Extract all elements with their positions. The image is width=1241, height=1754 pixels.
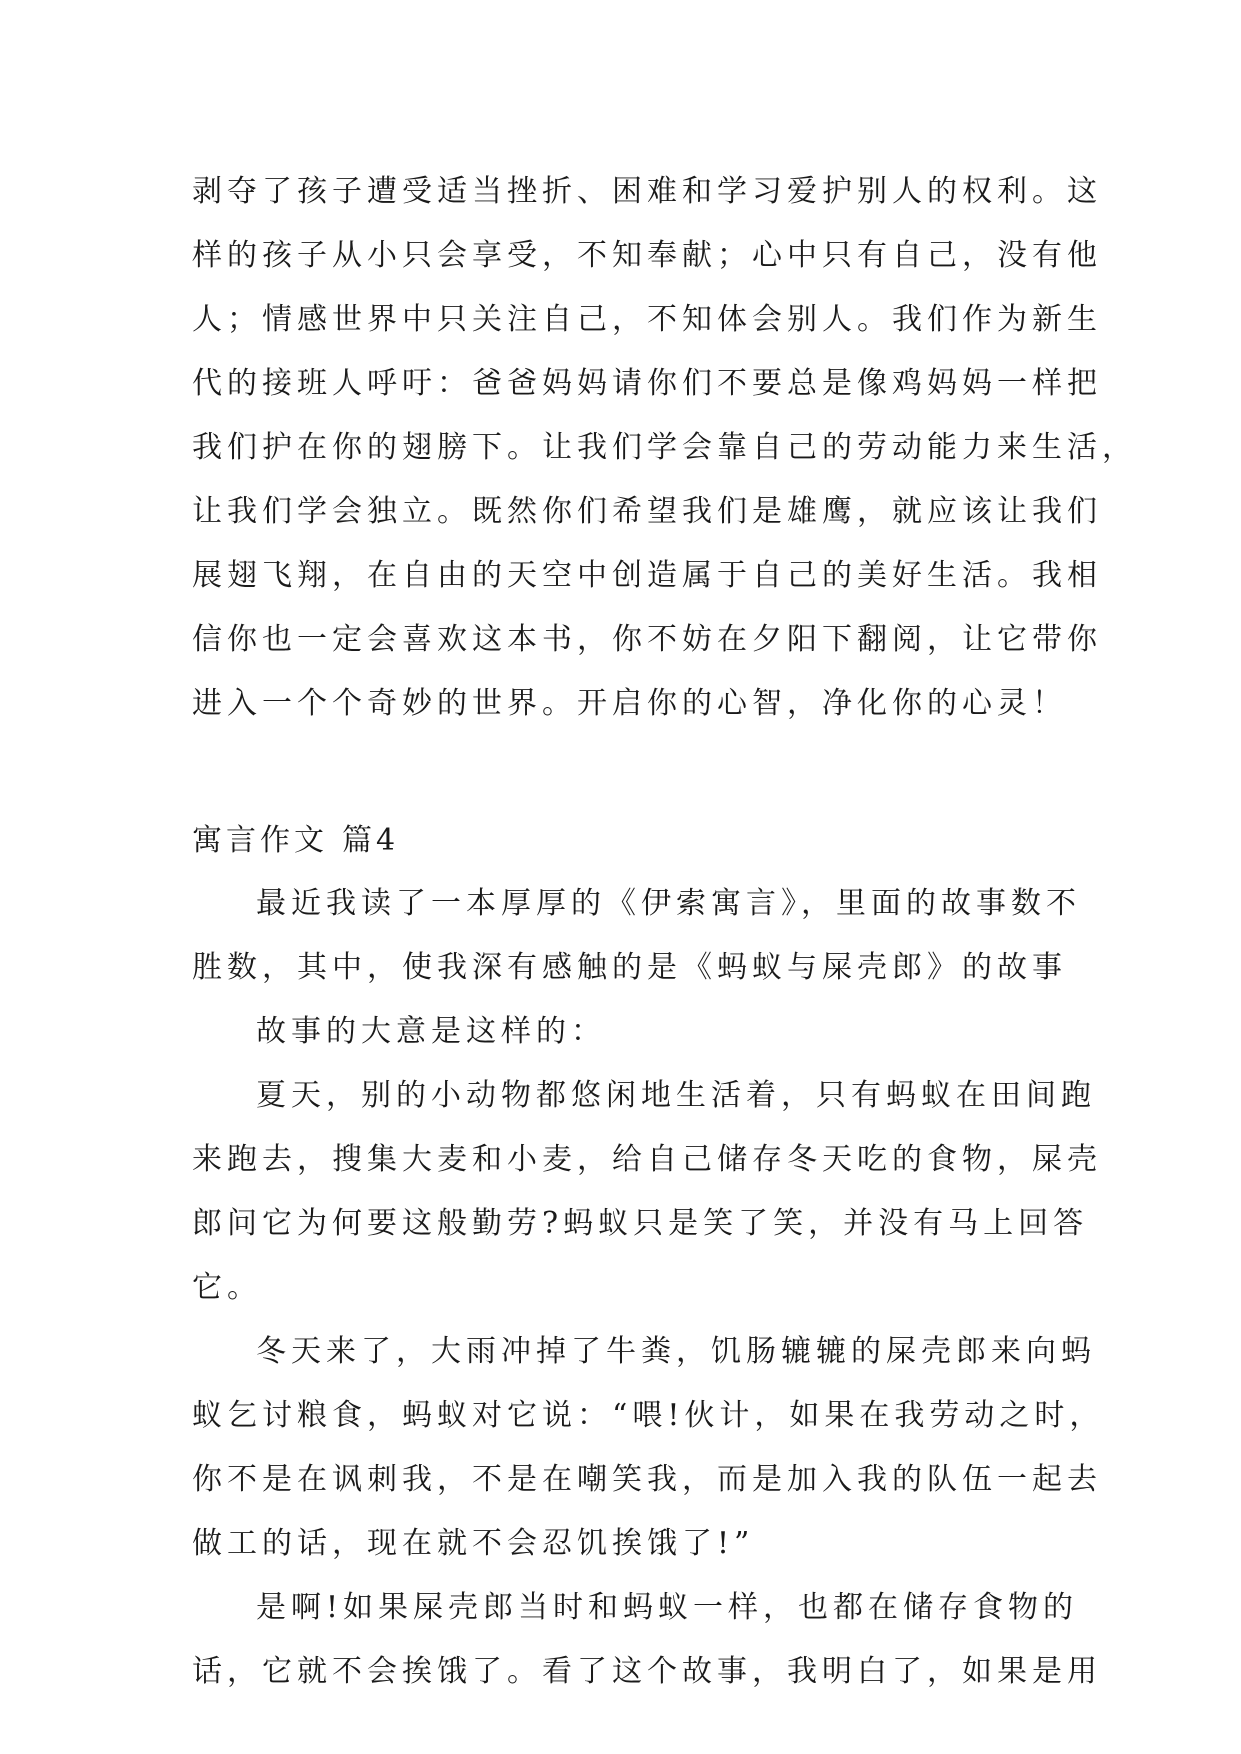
section-number: 篇4 [342,823,400,858]
text-line: 冬天来了，大雨冲掉了牛粪，饥肠辘辘的屎壳郎来向蚂 [256,1334,1096,1369]
text-line: 蚁乞讨粮食，蚂蚁对它说：“喂!伙计，如果在我劳动之时， [192,1398,1105,1433]
text-line: 代的接班人呼吁：爸爸妈妈请你们不要总是像鸡妈妈一样把 [192,366,1102,401]
text-line: 信你也一定会喜欢这本书，你不妨在夕阳下翻阅，让它带你 [192,622,1102,657]
paragraph [192,1576,1102,1704]
paragraph [192,1320,1105,1576]
text-line: 展翅飞翔，在自由的天空中创造属于自己的美好生活。我相 [192,558,1102,593]
text-line: 样的孩子从小只会享受，不知奉献；心中只有自己，没有他 [192,238,1102,273]
text-line: 来跑去，搜集大麦和小麦，给自己储存冬天吃的食物，屎壳 [192,1142,1102,1177]
text-line: 进入一个个奇妙的世界。开启你的心智，净化你的心灵！ [192,686,1067,721]
text-line: 让我们学会独立。既然你们希望我们是雄鹰，就应该让我们 [192,494,1102,529]
continuation-paragraph [192,160,1137,736]
text-line: 故事的大意是这样的： [256,1014,606,1049]
text-line: 夏天，别的小动物都悠闲地生活着，只有蚂蚁在田间跑 [256,1078,1096,1113]
text-line: 是啊!如果屎壳郎当时和蚂蚁一样，也都在储存食物的 [256,1590,1079,1625]
paragraph [192,872,1081,1000]
text-line: 它。 [192,1270,262,1305]
text-line: 话，它就不会挨饿了。看了这个故事，我明白了，如果是用 [192,1654,1102,1689]
text-line: 胜数，其中，使我深有感触的是《蚂蚁与屎壳郎》的故事 [192,950,1067,985]
text-line: 剥夺了孩子遭受适当挫折、困难和学习爱护别人的权利。这 [192,174,1102,209]
paragraph [192,1064,1102,1320]
document-body [192,160,1137,1704]
text-line: 郎问它为何要这般勤劳?蚂蚁只是笑了笑，并没有马上回答 [192,1206,1089,1241]
text-line: 最近我读了一本厚厚的《伊索寓言》，里面的故事数不 [256,886,1081,921]
text-line: 做工的话，现在就不会忍饥挨饿了!” [192,1526,755,1561]
text-line: 我们护在你的翅膀下。让我们学会靠自己的劳动能力来生活， [192,430,1137,465]
section-heading [192,810,1052,872]
text-line: 人；情感世界中只关注自己，不知体会别人。我们作为新生 [192,302,1102,337]
section-title: 寓言作文 [192,823,328,858]
paragraph [192,1000,1052,1064]
text-line: 你不是在讽刺我，不是在嘲笑我，而是加入我的队伍一起去 [192,1462,1102,1497]
